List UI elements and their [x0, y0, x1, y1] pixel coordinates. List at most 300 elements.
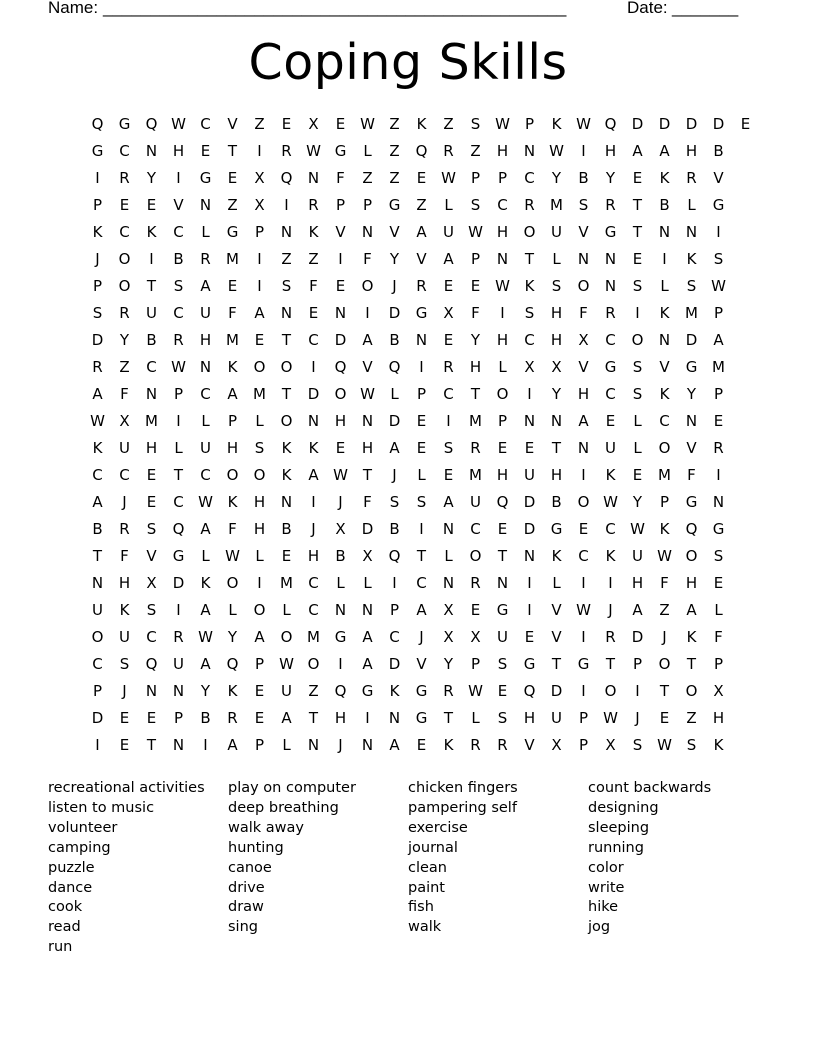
grid-letter: J: [635, 709, 640, 727]
grid-letter: X: [254, 169, 265, 187]
grid-letter: K: [308, 223, 319, 241]
grid-letter: I: [662, 250, 667, 268]
grid-letter: R: [443, 682, 454, 700]
grid-letter: Q: [91, 115, 104, 133]
grid-letter: E: [578, 520, 589, 538]
grid-letter: N: [145, 142, 158, 160]
grid-letter: M: [685, 304, 698, 322]
grid-letter: Z: [362, 169, 373, 187]
grid-letter: H: [496, 142, 509, 160]
grid-letter: I: [176, 412, 181, 430]
grid-letter: L: [660, 277, 669, 295]
grid-letter: V: [551, 601, 562, 619]
grid-letter: P: [497, 412, 508, 430]
word-bank-item: running: [588, 839, 644, 856]
grid-letter: I: [419, 358, 424, 376]
grid-letter: N: [577, 250, 590, 268]
grid-letter: E: [254, 682, 265, 700]
grid-letter: U: [281, 682, 292, 700]
grid-letter: G: [172, 547, 185, 565]
grid-letter: I: [257, 142, 262, 160]
grid-letter: R: [713, 439, 724, 457]
word-bank-item: exercise: [408, 819, 468, 836]
grid-letter: L: [444, 196, 453, 214]
grid-letter: I: [500, 304, 505, 322]
grid-letter: E: [146, 493, 157, 511]
grid-letter: R: [443, 142, 454, 160]
grid-letter: L: [255, 547, 264, 565]
grid-letter: V: [713, 169, 724, 187]
grid-letter: R: [119, 169, 130, 187]
grid-letter: H: [577, 385, 590, 403]
grid-letter: I: [311, 493, 316, 511]
grid-letter: E: [416, 169, 427, 187]
grid-letter: A: [416, 223, 427, 241]
grid-letter: [732, 408, 759, 435]
grid-letter: A: [254, 304, 265, 322]
grid-letter: S: [173, 277, 184, 295]
grid-letter: G: [712, 520, 725, 538]
grid-letter: G: [604, 358, 617, 376]
grid-letter: I: [257, 574, 262, 592]
grid-letter: K: [686, 628, 697, 646]
grid-letter: I: [392, 574, 397, 592]
grid-letter: S: [470, 115, 481, 133]
grid-letter: A: [389, 736, 400, 754]
grid-letter: F: [579, 304, 588, 322]
grid-letter: U: [119, 439, 130, 457]
grid-letter: K: [200, 574, 211, 592]
grid-letter: [732, 354, 759, 381]
grid-letter: J: [392, 466, 397, 484]
grid-letter: N: [523, 547, 536, 565]
grid-letter: W: [90, 412, 105, 430]
word-bank-item: chicken fingers: [408, 780, 518, 796]
grid-letter: C: [200, 115, 211, 133]
grid-letter: M: [253, 385, 266, 403]
grid-letter: W: [306, 142, 321, 160]
grid-letter: I: [581, 466, 586, 484]
grid-letter: L: [687, 196, 696, 214]
grid-letter: C: [146, 628, 157, 646]
grid-letter: T: [470, 385, 481, 403]
grid-letter: D: [388, 412, 401, 430]
grid-letter: N: [523, 412, 536, 430]
grid-letter: D: [334, 331, 347, 349]
grid-letter: R: [92, 358, 103, 376]
grid-letter: L: [282, 736, 291, 754]
grid-letter: L: [498, 358, 507, 376]
grid-letter: N: [361, 412, 374, 430]
word-bank-item: cook: [48, 899, 83, 916]
grid-letter: R: [443, 358, 454, 376]
grid-letter: K: [227, 493, 238, 511]
grid-letter: W: [468, 682, 483, 700]
grid-letter: K: [605, 466, 616, 484]
grid-letter: T: [605, 655, 616, 673]
grid-letter: I: [581, 142, 586, 160]
grid-letter: X: [551, 736, 562, 754]
grid-letter: K: [281, 439, 292, 457]
grid-letter: N: [604, 277, 617, 295]
grid-letter: P: [578, 736, 589, 754]
grid-letter: C: [443, 385, 454, 403]
grid-letter: B: [713, 142, 724, 160]
grid-letter: F: [120, 385, 129, 403]
grid-letter: [732, 462, 759, 489]
grid-letter: [732, 327, 759, 354]
grid-letter: Z: [227, 196, 238, 214]
grid-letter: S: [686, 736, 697, 754]
grid-letter: N: [280, 223, 293, 241]
grid-letter: S: [281, 277, 292, 295]
grid-letter: V: [686, 439, 697, 457]
grid-letter: P: [416, 385, 427, 403]
word-search-grid: [84, 111, 759, 759]
grid-letter: E: [119, 196, 130, 214]
grid-letter: D: [685, 331, 698, 349]
grid-letter: L: [552, 250, 561, 268]
grid-letter: U: [497, 628, 508, 646]
grid-letter: B: [335, 547, 346, 565]
grid-letter: K: [92, 439, 103, 457]
grid-letter: I: [311, 358, 316, 376]
grid-letter: K: [227, 682, 238, 700]
grid-letter: W: [171, 358, 186, 376]
grid-letter: I: [95, 736, 100, 754]
grid-letter: E: [443, 277, 454, 295]
grid-letter: Z: [254, 115, 265, 133]
grid-letter: X: [443, 601, 454, 619]
grid-letter: Q: [388, 547, 401, 565]
grid-letter: R: [119, 520, 130, 538]
grid-letter: K: [281, 466, 292, 484]
word-bank-item: write: [588, 879, 625, 896]
grid-letter: F: [228, 520, 237, 538]
grid-letter: A: [227, 385, 238, 403]
grid-letter: S: [713, 547, 724, 565]
grid-letter: O: [280, 628, 293, 646]
grid-letter: J: [95, 250, 100, 268]
grid-letter: C: [308, 331, 319, 349]
grid-letter: [732, 300, 759, 327]
grid-letter: M: [712, 358, 725, 376]
grid-letter: O: [334, 385, 347, 403]
grid-letter: R: [470, 736, 481, 754]
grid-letter: P: [92, 196, 103, 214]
grid-letter: S: [524, 304, 535, 322]
grid-letter: P: [335, 196, 346, 214]
grid-letter: Z: [308, 682, 319, 700]
grid-letter: Z: [416, 196, 427, 214]
grid-letter: P: [713, 655, 724, 673]
grid-letter: L: [255, 412, 264, 430]
grid-letter: C: [173, 304, 184, 322]
grid-letter: C: [389, 628, 400, 646]
name-blank: _________________________________________________: [103, 0, 567, 17]
grid-letter: R: [227, 709, 238, 727]
grid-letter: N: [442, 520, 455, 538]
grid-letter: H: [550, 466, 563, 484]
grid-letter: U: [173, 655, 184, 673]
grid-letter: N: [712, 493, 725, 511]
grid-letter: T: [281, 385, 292, 403]
grid-letter: O: [280, 358, 293, 376]
grid-letter: Y: [551, 169, 562, 187]
grid-letter: K: [659, 385, 670, 403]
grid-letter: R: [416, 277, 427, 295]
grid-letter: Q: [685, 520, 698, 538]
grid-letter: D: [550, 682, 563, 700]
grid-letter: O: [253, 358, 266, 376]
grid-letter: N: [685, 223, 698, 241]
grid-letter: G: [685, 493, 698, 511]
grid-letter: E: [659, 709, 670, 727]
grid-letter: I: [581, 682, 586, 700]
grid-letter: F: [471, 304, 480, 322]
grid-letter: I: [176, 601, 181, 619]
grid-letter: D: [172, 574, 185, 592]
grid-letter: V: [551, 628, 562, 646]
grid-letter: G: [415, 709, 428, 727]
grid-letter: E: [497, 439, 508, 457]
grid-letter: X: [362, 547, 373, 565]
grid-letter: E: [119, 736, 130, 754]
grid-letter: B: [578, 169, 589, 187]
grid-letter: X: [713, 682, 724, 700]
grid-letter: W: [657, 736, 672, 754]
grid-letter: M: [469, 412, 482, 430]
grid-letter: N: [334, 304, 347, 322]
grid-letter: H: [253, 520, 266, 538]
grid-letter: G: [361, 682, 374, 700]
grid-letter: G: [577, 655, 590, 673]
grid-letter: [732, 381, 759, 408]
grid-letter: R: [605, 304, 616, 322]
grid-letter: Q: [172, 520, 185, 538]
grid-letter: E: [605, 412, 616, 430]
grid-letter: I: [581, 574, 586, 592]
grid-letter: E: [497, 520, 508, 538]
grid-letter: H: [523, 709, 536, 727]
grid-letter: F: [309, 277, 318, 295]
word-bank-item: read: [48, 919, 81, 936]
date-label: Date:: [627, 0, 668, 17]
grid-letter: M: [145, 412, 158, 430]
grid-letter: C: [119, 466, 130, 484]
grid-letter: S: [713, 250, 724, 268]
grid-letter: E: [335, 439, 346, 457]
grid-letter: Q: [334, 682, 347, 700]
grid-letter: O: [658, 439, 671, 457]
grid-letter: R: [470, 439, 481, 457]
grid-letter: C: [605, 520, 616, 538]
grid-letter: I: [95, 169, 100, 187]
grid-letter: S: [497, 709, 508, 727]
grid-letter: C: [578, 547, 589, 565]
grid-letter: P: [92, 682, 103, 700]
grid-letter: N: [523, 142, 536, 160]
grid-letter: F: [120, 547, 129, 565]
grid-letter: V: [389, 223, 400, 241]
grid-letter: W: [576, 601, 591, 619]
grid-letter: E: [524, 628, 535, 646]
grid-letter: R: [308, 196, 319, 214]
grid-letter: K: [389, 682, 400, 700]
grid-letter: K: [551, 547, 562, 565]
grid-letter: S: [470, 196, 481, 214]
grid-letter: X: [443, 304, 454, 322]
grid-letter: E: [281, 115, 292, 133]
grid-letter: E: [524, 439, 535, 457]
grid-letter: [732, 597, 759, 624]
word-bank-column: [48, 779, 228, 958]
grid-letter: B: [389, 331, 400, 349]
word-bank-item: paint: [408, 879, 445, 896]
grid-letter: B: [551, 493, 562, 511]
grid-letter: Y: [200, 682, 211, 700]
grid-letter: E: [443, 466, 454, 484]
grid-letter: T: [146, 277, 157, 295]
grid-letter: X: [335, 520, 346, 538]
grid-letter: K: [92, 223, 103, 241]
grid-letter: Z: [389, 115, 400, 133]
grid-letter: J: [338, 736, 343, 754]
grid-letter: S: [686, 277, 697, 295]
word-bank-item: canoe: [228, 859, 272, 876]
grid-letter: I: [257, 277, 262, 295]
grid-letter: S: [578, 196, 589, 214]
grid-letter: A: [308, 466, 319, 484]
grid-letter: H: [496, 331, 509, 349]
grid-letter: N: [199, 196, 212, 214]
grid-letter: K: [524, 277, 535, 295]
grid-letter: L: [552, 574, 561, 592]
grid-letter: E: [146, 709, 157, 727]
grid-letter: W: [603, 493, 618, 511]
grid-letter: Z: [443, 115, 454, 133]
grid-letter: S: [551, 277, 562, 295]
grid-letter: F: [363, 250, 372, 268]
grid-letter: X: [119, 412, 130, 430]
grid-letter: [732, 678, 759, 705]
grid-letter: N: [280, 304, 293, 322]
grid-letter: [732, 489, 759, 516]
grid-letter: E: [227, 169, 238, 187]
grid-letter: N: [145, 682, 158, 700]
grid-letter: W: [549, 142, 564, 160]
grid-letter: F: [336, 169, 345, 187]
grid-letter: L: [201, 547, 210, 565]
grid-letter: E: [416, 736, 427, 754]
grid-letter: W: [360, 115, 375, 133]
grid-letter: N: [172, 736, 185, 754]
grid-letter: N: [307, 412, 320, 430]
grid-letter: W: [225, 547, 240, 565]
grid-letter: D: [523, 493, 536, 511]
grid-letter: P: [362, 196, 373, 214]
grid-letter: H: [496, 466, 509, 484]
grid-letter: X: [443, 628, 454, 646]
grid-letter: G: [415, 682, 428, 700]
grid-letter: G: [199, 169, 212, 187]
grid-letter: G: [334, 142, 347, 160]
grid-letter: A: [200, 277, 211, 295]
grid-letter: R: [173, 331, 184, 349]
word-bank-item: puzzle: [48, 859, 95, 876]
grid-letter: Q: [388, 358, 401, 376]
grid-letter: G: [118, 115, 131, 133]
grid-letter: W: [333, 466, 348, 484]
grid-letter: L: [633, 412, 642, 430]
word-bank-item: deep breathing: [228, 799, 339, 816]
grid-letter: T: [524, 250, 535, 268]
grid-letter: T: [497, 547, 508, 565]
word-bank-item: volunteer: [48, 819, 118, 836]
grid-letter: D: [388, 304, 401, 322]
grid-letter: [732, 570, 759, 597]
grid-letter: S: [497, 655, 508, 673]
grid-letter: A: [713, 331, 724, 349]
grid-letter: L: [228, 601, 237, 619]
word-bank-item: designing: [588, 799, 659, 816]
grid-letter: N: [307, 169, 320, 187]
grid-letter: O: [118, 250, 131, 268]
grid-letter: P: [659, 493, 670, 511]
grid-letter: H: [469, 358, 482, 376]
grid-letter: E: [470, 601, 481, 619]
grid-letter: H: [334, 709, 347, 727]
grid-letter: I: [446, 412, 451, 430]
word-bank-item: walk away: [228, 819, 304, 836]
grid-letter: A: [362, 655, 373, 673]
grid-letter: Y: [227, 628, 238, 646]
grid-letter: W: [576, 115, 591, 133]
grid-letter: F: [363, 493, 372, 511]
grid-letter: C: [200, 385, 211, 403]
grid-letter: C: [173, 493, 184, 511]
grid-letter: I: [716, 223, 721, 241]
grid-letter: Z: [659, 601, 670, 619]
grid-letter: H: [550, 304, 563, 322]
grid-letter: M: [469, 466, 482, 484]
grid-letter: A: [686, 601, 697, 619]
grid-letter: L: [174, 439, 183, 457]
grid-letter: L: [417, 466, 426, 484]
grid-letter: N: [145, 385, 158, 403]
grid-letter: O: [118, 277, 131, 295]
grid-letter: E: [632, 466, 643, 484]
grid-letter: P: [254, 655, 265, 673]
grid-letter: O: [523, 223, 536, 241]
grid-letter: W: [495, 115, 510, 133]
grid-letter: E: [281, 547, 292, 565]
grid-letter: P: [92, 277, 103, 295]
grid-letter: A: [200, 520, 211, 538]
grid-letter: X: [578, 331, 589, 349]
grid-letter: D: [361, 520, 374, 538]
grid-letter: A: [254, 628, 265, 646]
grid-letter: L: [444, 547, 453, 565]
grid-letter: R: [200, 250, 211, 268]
grid-letter: L: [714, 601, 723, 619]
grid-letter: I: [608, 574, 613, 592]
grid-letter: T: [173, 466, 184, 484]
grid-letter: G: [226, 223, 239, 241]
grid-letter: Y: [470, 331, 481, 349]
grid-letter: Q: [280, 169, 293, 187]
grid-letter: T: [362, 466, 373, 484]
